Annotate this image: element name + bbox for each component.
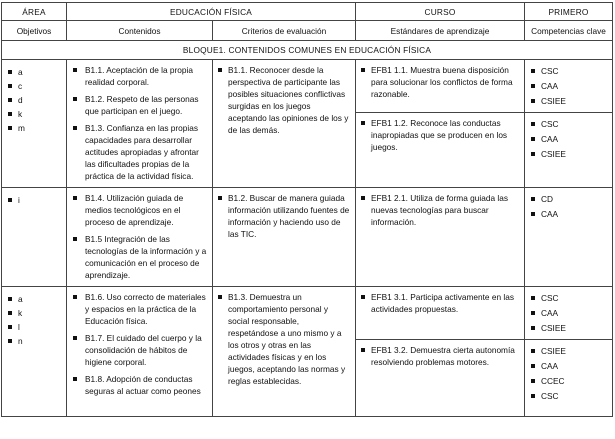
list-item: CAA [531, 359, 612, 374]
bullet-icon [361, 295, 365, 299]
bullet-icon [361, 121, 365, 125]
bullet-icon [361, 196, 365, 200]
column-header: Criterios de evaluación [213, 21, 356, 41]
list-item: c [8, 79, 66, 93]
list-item: CCEC [531, 374, 612, 389]
bullet-icon [8, 84, 12, 88]
block-title-row [2, 41, 613, 60]
list-item: i [8, 193, 66, 207]
column-header: Objetivos [2, 21, 67, 41]
list-item: a [8, 65, 66, 79]
list-item: B1.2. Respeto de las personas que participan en el juego. [73, 93, 208, 117]
list-item: B1.3. Demuestra un comportamiento personal y social responsable, respetándose a uno mismo y a los otros y otras en las actividades físicas y en los juegos, aceptando las normas y reglas establecidas. [218, 291, 351, 387]
list-item: a [8, 292, 66, 306]
bullet-icon [73, 237, 77, 241]
bullet-icon [531, 326, 535, 330]
contents-cell [67, 60, 213, 188]
table-row [2, 60, 613, 188]
bullet-icon [531, 394, 535, 398]
list-item: CSIEE [531, 94, 612, 109]
list-item: B1.2. Buscar de manera guiada información utilizando fuentes de información y haciendo uso de las TIC. [218, 192, 351, 240]
competences-cell [525, 188, 613, 287]
area-label: ÁREA [2, 3, 67, 21]
list-item: CSIEE [531, 344, 612, 359]
bullet-icon [73, 377, 77, 381]
subject-title: EDUCACIÓN FÍSICA [67, 3, 356, 21]
criteria-cell [213, 60, 356, 188]
bullet-icon [531, 379, 535, 383]
list-item: CAA [531, 79, 612, 94]
standards-cell [356, 60, 525, 188]
list-item: CAA [531, 306, 612, 321]
bullet-icon [73, 97, 77, 101]
table-row [2, 287, 613, 417]
list-item: n [8, 334, 66, 348]
list-item: CSC [531, 389, 612, 404]
bullet-icon [531, 364, 535, 368]
bullet-icon [8, 325, 12, 329]
list-item: B1.3. Confianza en las propias capacidades para desarrollar actitudes apropiadas y afrontar las dificultades propias de la práctica de la actividad física. [73, 122, 208, 182]
bullet-icon [8, 311, 12, 315]
list-item: EFB1 1.2. Reconoce las conductas inapropiadas que se producen en los juegos. [361, 117, 520, 153]
bullet-icon [218, 196, 222, 200]
list-item: m [8, 121, 66, 135]
criteria-cell [213, 188, 356, 287]
column-header: Contenidos [67, 21, 213, 41]
list-item: d [8, 93, 66, 107]
list-item: CAA [531, 207, 612, 222]
criteria-cell [213, 287, 356, 417]
list-item: CSC [531, 117, 612, 132]
bullet-icon [531, 122, 535, 126]
header-row [2, 3, 613, 21]
list-item: l [8, 320, 66, 334]
course-value: PRIMERO [525, 3, 613, 21]
list-item: EFB1 3.1. Participa activamente en las actividades propuestas. [361, 291, 520, 333]
list-item: B1.4. Utilización guiada de medios tecnológicos en el proceso de aprendizaje. [73, 192, 208, 228]
bullet-icon [531, 197, 535, 201]
objectives-cell [2, 287, 67, 417]
standards-cell [356, 287, 525, 417]
list-item: B1.6. Uso correcto de materiales y espacios en la práctica de la Educación física. [73, 291, 208, 327]
bullet-icon [8, 297, 12, 301]
bullet-icon [531, 84, 535, 88]
bullet-icon [361, 68, 365, 72]
standard-subcell [356, 339, 524, 368]
block-title: BLOQUE1. CONTENIDOS COMUNES EN EDUCACIÓN FÍSICA [2, 41, 613, 60]
standard-subcell [356, 112, 524, 153]
list-item: k [8, 107, 66, 121]
bullet-icon [218, 295, 222, 299]
bullet-icon [8, 339, 12, 343]
list-item: EFB1 3.2. Demuestra cierta autonomía resolviendo problemas motores. [361, 344, 520, 368]
column-header: Competencias clave [525, 21, 613, 41]
competence-subcell [525, 339, 612, 404]
bullet-icon [73, 295, 77, 299]
course-label: CURSO [356, 3, 525, 21]
bullet-icon [531, 152, 535, 156]
contents-cell [67, 287, 213, 417]
bullet-icon [531, 69, 535, 73]
list-item: EFB1 2.1. Utiliza de forma guiada las nuevas tecnologías para buscar información. [361, 192, 520, 228]
objectives-cell [2, 60, 67, 188]
bullet-icon [531, 296, 535, 300]
list-item: CD [531, 192, 612, 207]
contents-cell [67, 188, 213, 287]
bullet-icon [531, 137, 535, 141]
list-item: CAA [531, 132, 612, 147]
list-item: B1.1. Reconocer desde la perspectiva de participante las posibles situaciones conflictivas surgidas en los juegos aceptando las opiniones de los y de las demás. [218, 64, 351, 136]
bullet-icon [8, 126, 12, 130]
competences-cell [525, 60, 613, 188]
bullet-icon [531, 212, 535, 216]
bullet-icon [361, 348, 365, 352]
column-header: Estándares de aprendizaje [356, 21, 525, 41]
competences-cell [525, 287, 613, 417]
list-item: CSC [531, 291, 612, 306]
bullet-icon [73, 126, 77, 130]
objectives-cell [2, 188, 67, 287]
bullet-icon [8, 112, 12, 116]
list-item: B1.1. Aceptación de la propia realidad corporal. [73, 64, 208, 88]
list-item: CSIEE [531, 321, 612, 336]
bullet-icon [73, 336, 77, 340]
bullet-icon [531, 349, 535, 353]
bullet-icon [531, 311, 535, 315]
curriculum-table [1, 2, 613, 417]
bullet-icon [531, 99, 535, 103]
bullet-icon [73, 68, 77, 72]
list-item: CSIEE [531, 147, 612, 162]
bullet-icon [218, 68, 222, 72]
list-item: B1.5 Integración de las tecnologías de la información y a comunicación en el proceso de aprendizaje. [73, 233, 208, 281]
competence-subcell [525, 112, 612, 162]
list-item: B1.8. Adopción de conductas seguras al actuar como peones [73, 373, 208, 397]
list-item: k [8, 306, 66, 320]
standards-cell [356, 188, 525, 287]
bullet-icon [8, 198, 12, 202]
column-headers [2, 21, 613, 41]
bullet-icon [8, 98, 12, 102]
list-item: B1.7. El cuidado del cuerpo y la consolidación de hábitos de higiene corporal. [73, 332, 208, 368]
bullet-icon [8, 70, 12, 74]
list-item: CSC [531, 64, 612, 79]
list-item: EFB1 1.1. Muestra buena disposición para solucionar los conflictos de forma razonable. [361, 64, 520, 106]
table-row [2, 188, 613, 287]
bullet-icon [73, 196, 77, 200]
